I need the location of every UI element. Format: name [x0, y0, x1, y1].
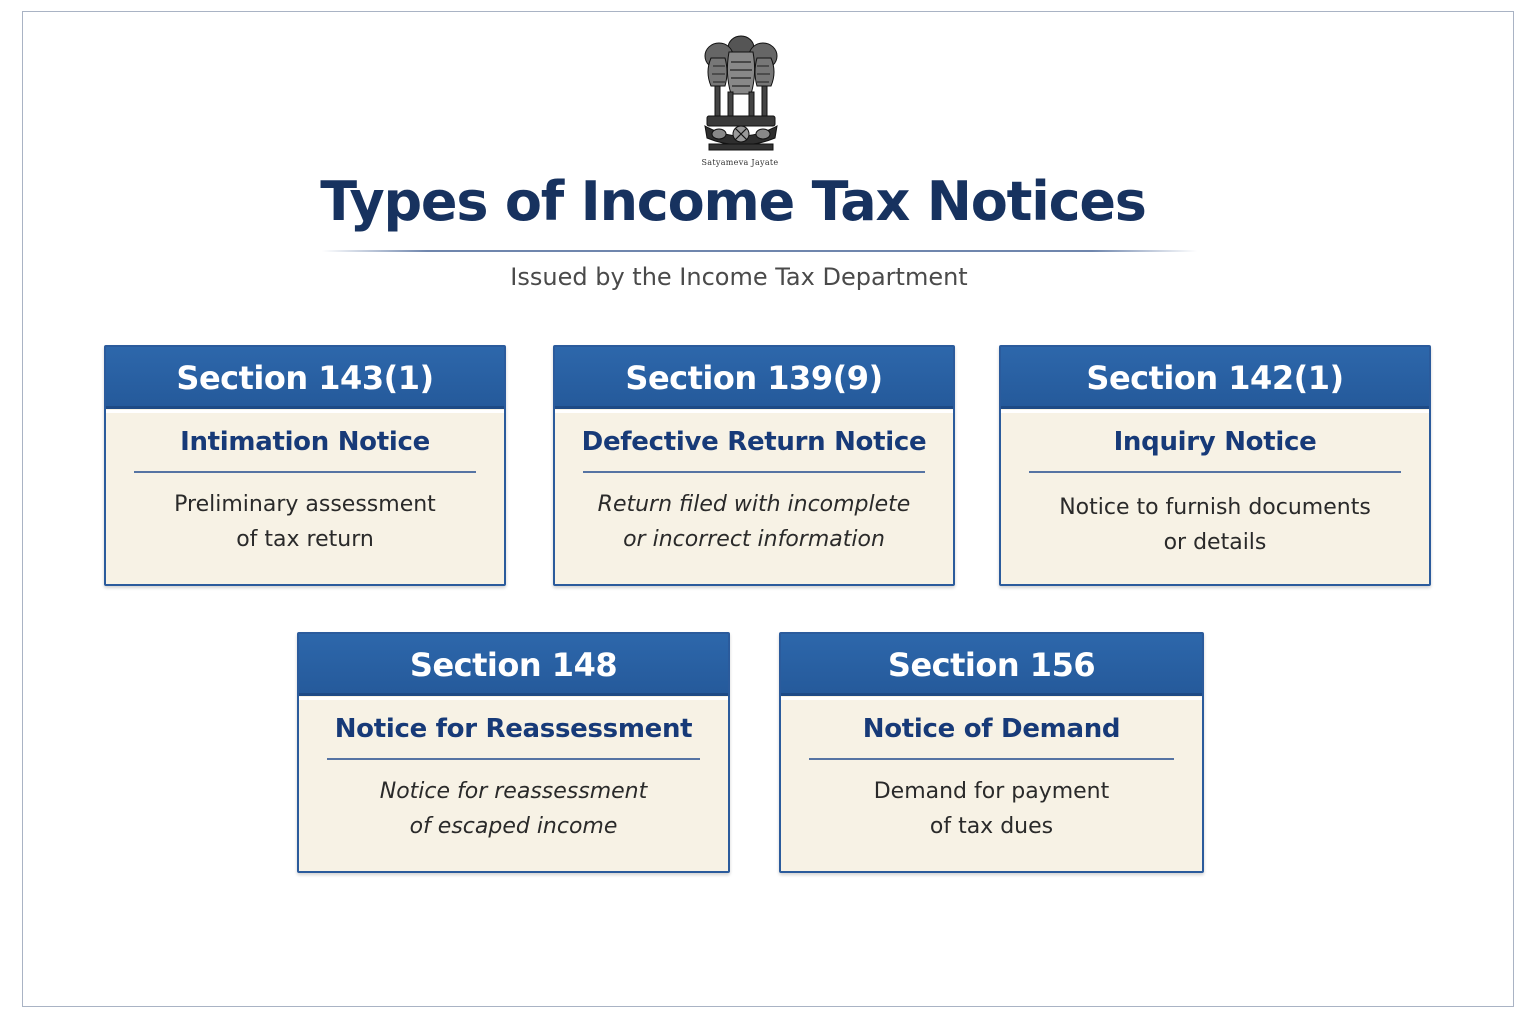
state-emblem-icon	[695, 28, 787, 172]
notice-divider	[134, 471, 476, 473]
notice-card-148	[297, 632, 730, 873]
notice-name: Notice of Demand	[862, 714, 1121, 744]
notice-section-header: Section 148	[299, 634, 728, 696]
notice-description-line: Preliminary assessment	[174, 492, 436, 517]
notice-card-143-1	[104, 345, 506, 586]
notice-description	[116, 487, 494, 557]
notice-name: Defective Return Notice	[581, 427, 927, 457]
notice-name: Notice for Reassessment	[334, 714, 693, 744]
notice-description-line: of tax dues	[929, 814, 1054, 839]
notice-description	[791, 774, 1192, 844]
notice-section-header: Section 142(1)	[1001, 347, 1429, 409]
notice-description-line: Notice for reassessment	[379, 779, 648, 804]
notice-description-line: Notice to furnish documents	[1059, 495, 1371, 520]
notice-card-142-1	[999, 345, 1431, 586]
notice-description	[565, 487, 943, 557]
notice-divider	[327, 758, 700, 760]
page-title: Types of Income Tax Notices	[320, 170, 1146, 233]
notice-description-line: or details	[1163, 530, 1267, 555]
notice-card-139-9	[553, 345, 955, 586]
notice-section-header: Section 139(9)	[555, 347, 953, 409]
notice-section-header: Section 143(1)	[106, 347, 504, 409]
notice-description	[1011, 490, 1419, 560]
notice-divider	[583, 471, 925, 473]
notice-description	[309, 774, 718, 844]
emblem-motto: Satyameva Jayate	[701, 158, 779, 167]
notice-description-line: Demand for payment	[873, 779, 1110, 804]
notice-card-156	[779, 632, 1204, 873]
notice-description-line: of escaped income	[409, 814, 618, 839]
notice-name: Inquiry Notice	[1113, 427, 1317, 457]
page-subtitle: Issued by the Income Tax Department	[510, 263, 968, 291]
notice-name: Intimation Notice	[180, 427, 430, 457]
notice-description-line: Return filed with incomplete	[597, 492, 911, 517]
notice-description-line: of tax return	[236, 527, 374, 552]
notice-divider	[809, 758, 1174, 760]
notice-divider	[1029, 471, 1401, 473]
notice-section-header: Section 156	[781, 634, 1202, 696]
notice-description-line: or incorrect information	[623, 527, 885, 552]
title-divider	[322, 250, 1197, 252]
